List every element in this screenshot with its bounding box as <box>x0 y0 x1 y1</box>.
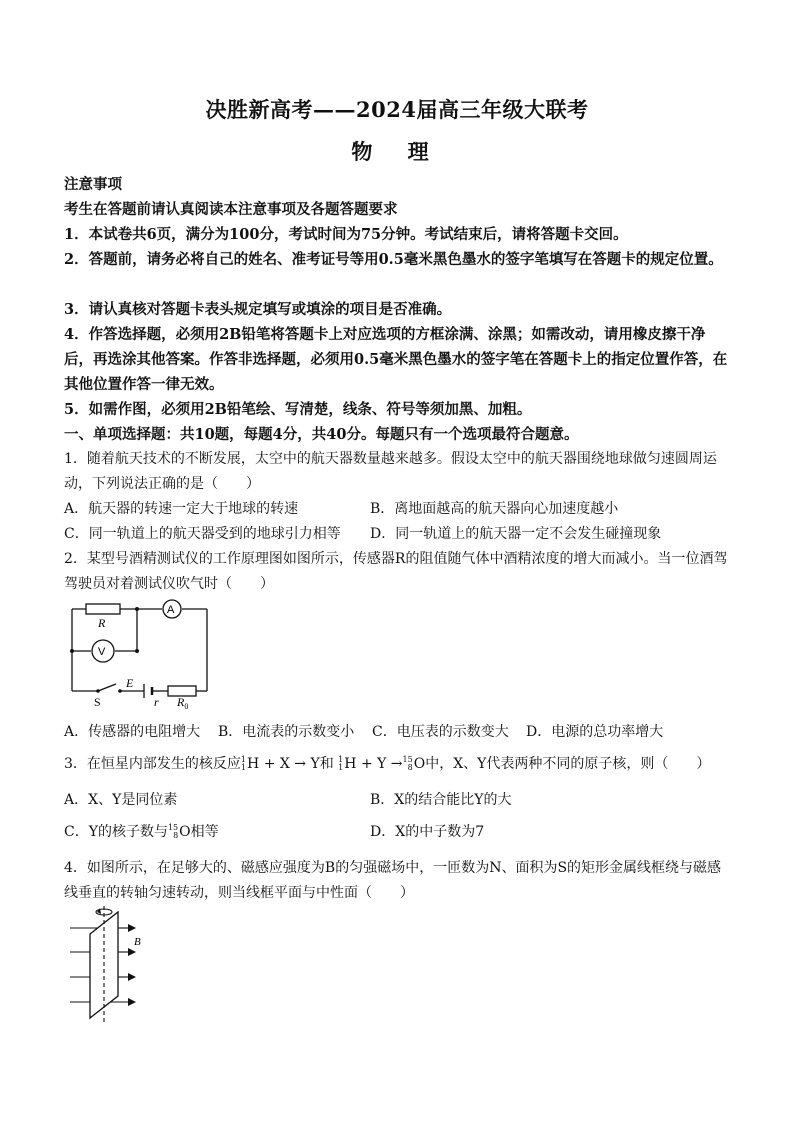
label-a: A <box>167 604 175 616</box>
section-heading: 一、单项选择题：共10题，每题4分，共40分。每题只有一个选项最符合题意。 <box>64 426 579 443</box>
magnetic-field-diagram <box>64 904 160 1026</box>
question-2-option-d: D．电源的总功率增大 <box>526 724 664 740</box>
question-3-option-c: C．Y的核子数与15 8O相等 <box>64 823 219 840</box>
exam-title: 决胜新高考——2024届高三年级大联考 <box>205 97 589 122</box>
question-1-option-c: C．同一轨道上的航天器受到的地球引力相等 <box>64 526 341 542</box>
question-3-option-a: A．X、Y是同位素 <box>64 792 178 808</box>
label-b: B <box>134 936 141 948</box>
label-r0: $R_0$ <box>177 695 189 711</box>
subject-title: 物 理 <box>351 139 443 164</box>
question-3-stem: 3．在恒星内部发生的核反应1 1H + X → Y和 1 1H + Y →15 8O中，X、Y代表两种不同的原子核，则（ ） <box>64 755 711 772</box>
question-2-option-c: C．电压表的示数变大 <box>372 724 509 740</box>
question-2-option-a: A．传感器的电阻增大 <box>64 724 201 740</box>
notice-item-4: 4．作答选择题，必须用2B铅笔将答题卡上对应选项的方框涂满、涂黑；如需改动，请用橡皮擦干净后，再选涂其他答案。作答非选择题，必须用0.5毫米黑色墨水的签字笔在答题卡上的指定位置作答，在其他位置作答一律无效。 <box>64 326 728 393</box>
question-3-option-b: B．X的结合能比Y的大 <box>370 792 512 808</box>
question-1-option-d: D．同一轨道上的航天器一定不会发生碰撞现象 <box>370 526 662 542</box>
notice-intro: 考生在答题前请认真阅读本注意事项及各题答题要求 <box>64 201 398 218</box>
question-3-option-d: D．X的中子数为7 <box>370 824 485 840</box>
question-1-option-a: A．航天器的转速一定大于地球的转速 <box>64 501 299 517</box>
notice-heading: 注意事项 <box>64 176 122 193</box>
question-1-option-b: B．离地面越高的航天器向心加速度越小 <box>370 501 619 517</box>
label-internal-r: r <box>154 695 159 709</box>
notice-item-5: 5．如需作图，必须用2B铅笔绘、写清楚，线条、符号等须加黑、加粗。 <box>64 401 532 418</box>
question-4-stem: 4．如图所示，在足够大的、磁感应强度为B的匀强磁场中，一匝数为N、面积为S的矩形金属线框绕与磁感线垂直的转轴匀速转动，则当线框平面与中性面（ ） <box>64 860 722 901</box>
label-e: E <box>126 676 134 690</box>
label-r: R <box>98 616 106 630</box>
question-2-option-b: B．电流表的示数变小 <box>218 724 355 740</box>
question-1-stem: 1．随着航天技术的不断发展，太空中的航天器数量越来越多。假设太空中的航天器围绕地球做匀速圆周运动，下列说法正确的是（ ） <box>64 451 717 492</box>
question-2-stem: 2．某型号酒精测试仪的工作原理图如图所示，传感器R的阻值随气体中酒精浓度的增大而减小。当一位酒驾驾驶员对着测试仪吹气时（ ） <box>64 551 728 592</box>
sensor-resistor <box>86 604 120 614</box>
arrow-icon <box>128 924 136 932</box>
circuit-diagram <box>64 598 214 711</box>
label-v: V <box>98 646 106 658</box>
notice-item-2: 2．答题前，请务必将自己的姓名、准考证号等用0.5毫米黑色墨水的签字笔填写在答题卡的规定位置。 <box>64 251 723 268</box>
label-s: S <box>94 695 101 709</box>
notice-item-1: 1．本试卷共6页，满分为100分，考试时间为75分钟。考试结束后，请将答题卡交回。 <box>64 226 628 243</box>
notice-item-3: 3．请认真核对答题卡表头规定填写或填涂的项目是否准确。 <box>64 301 452 318</box>
